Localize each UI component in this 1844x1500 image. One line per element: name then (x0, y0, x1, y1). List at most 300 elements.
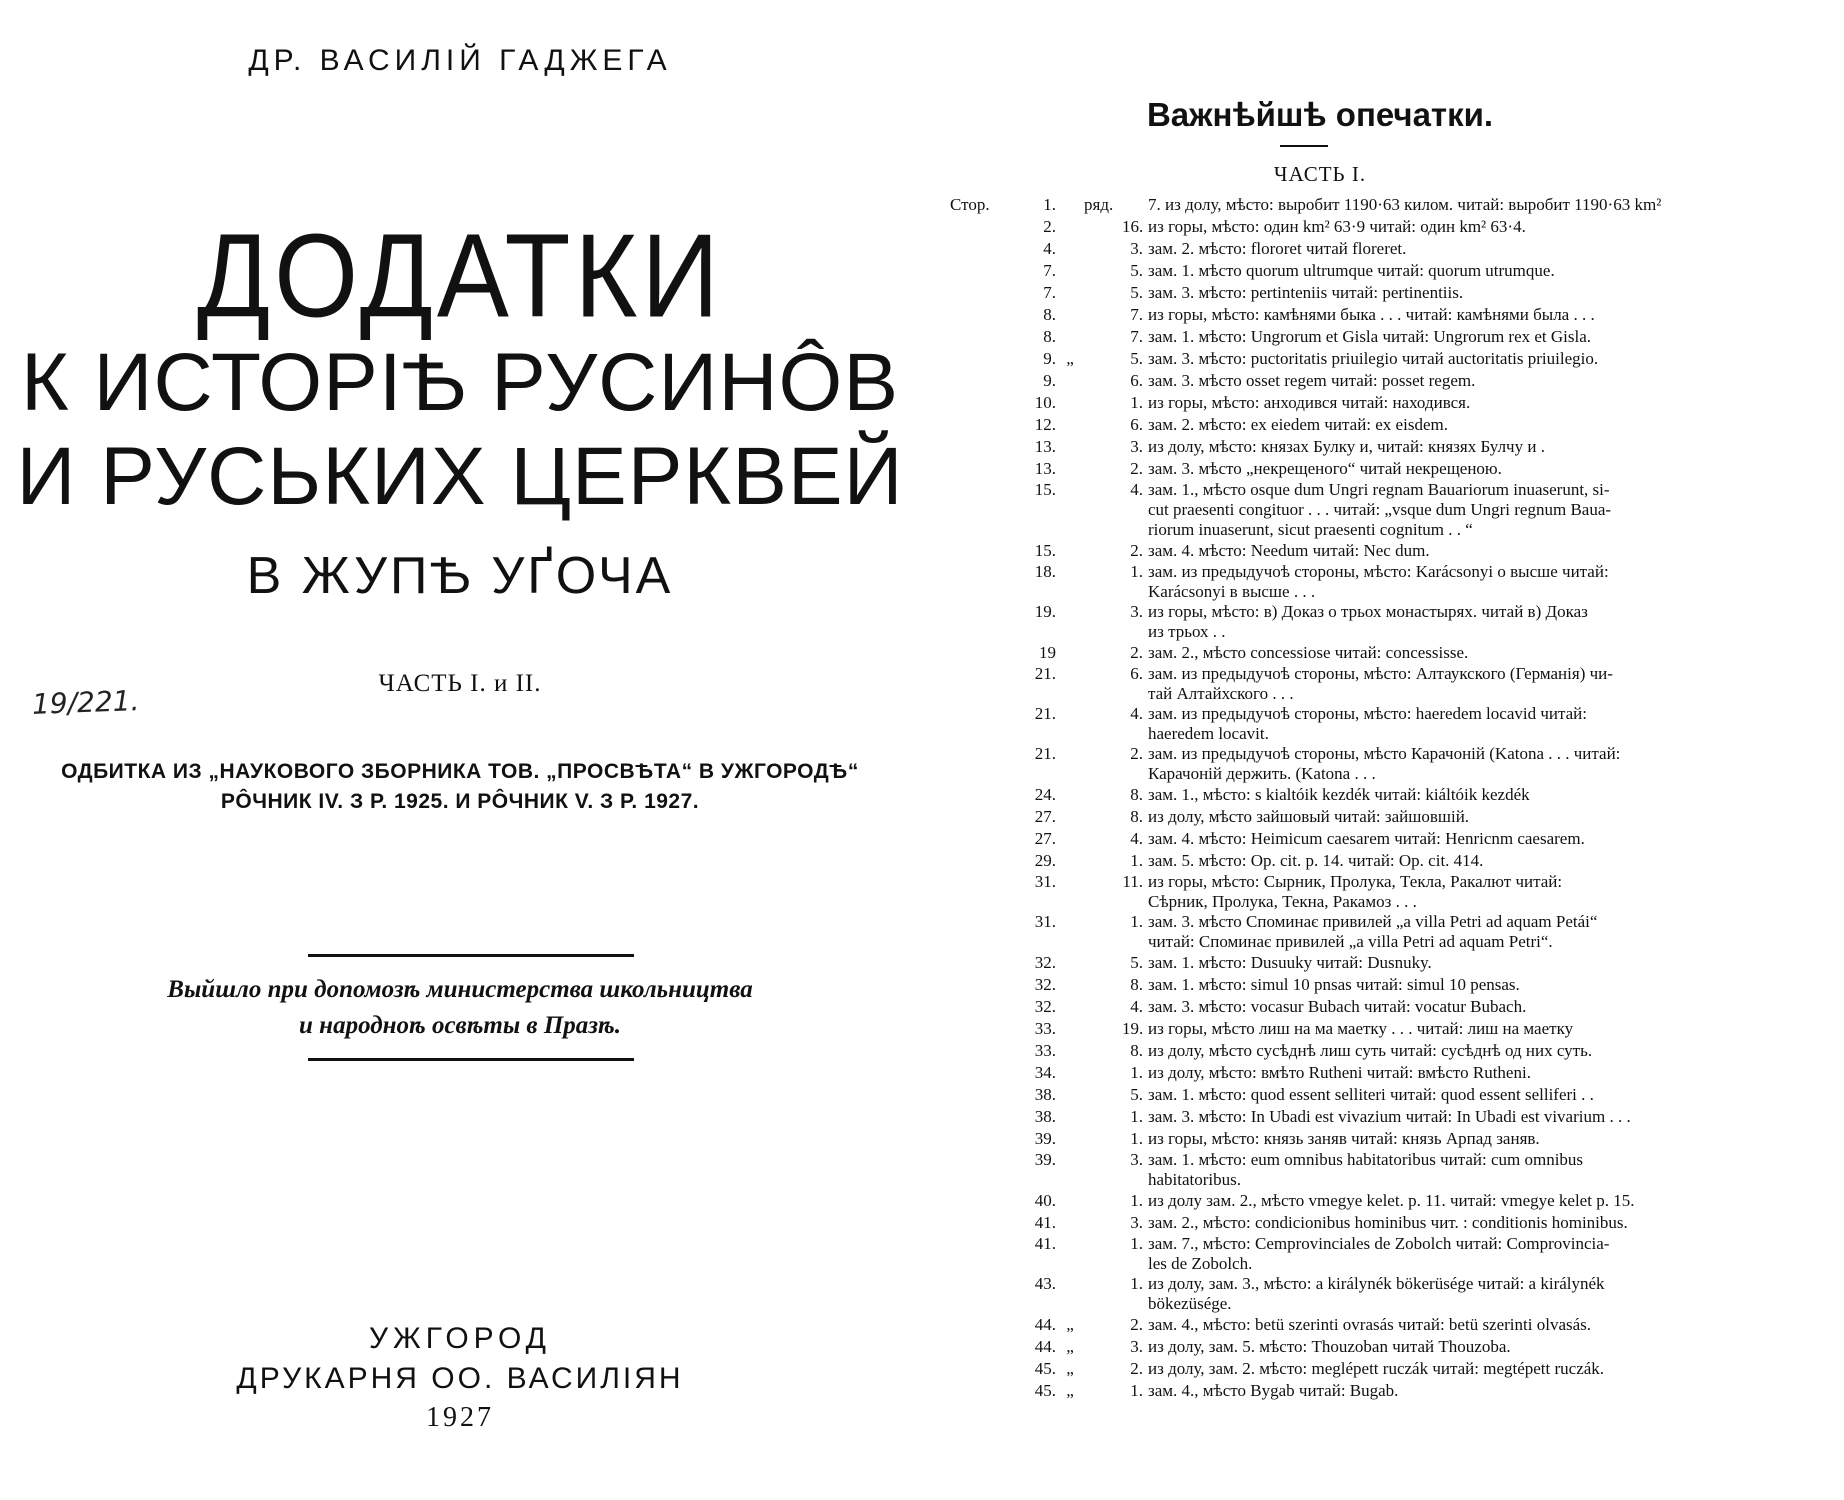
page-column-label (940, 1274, 1018, 1314)
line-number: 1. (1130, 1191, 1143, 1210)
ditto-mark (1056, 996, 1084, 1018)
page-column-label (940, 540, 1018, 562)
errata-entry (940, 1314, 1820, 1336)
page-column-label: Стор. (950, 195, 990, 214)
title-line-4: В ЖУПѢ УҐОЧА (246, 547, 674, 605)
errata-correction (1122, 704, 1820, 744)
page-column-label (940, 260, 1018, 282)
page-column-label (940, 912, 1018, 952)
errata-line (1122, 1234, 1820, 1254)
ditto-mark (1056, 602, 1084, 642)
line-number: 1. (1130, 1381, 1143, 1400)
errata-entry (940, 642, 1820, 664)
correction-text: cut praesenti congituor . . . читай: „vsque dum Ungri regnum Baua- (1148, 500, 1612, 519)
errata-entry (940, 480, 1820, 540)
correction-text: зам. 2. мѣсто: flororet читай floreret. (1148, 239, 1407, 258)
correction-text: зам. 4. мѣсто: Heimicum caesarem читай: Henricnm caesarem. (1148, 829, 1585, 848)
row-column-label (1084, 326, 1122, 348)
ditto-mark (1056, 370, 1084, 392)
row-column-label (1084, 414, 1122, 436)
offprint-line-1: ОДБИТКА ИЗ „НАУКОВОГО ЗБОРНИКА ТОВ. „ПРОСВѢТА“ В УЖГОРОДѢ“ (61, 760, 859, 783)
errata-correction (1122, 850, 1820, 872)
page-column-label (940, 282, 1018, 304)
correction-text: Karácsonyi в высше . . . (1148, 582, 1316, 601)
errata-correction (1122, 996, 1820, 1018)
correction-text: зам. 4., мѣсто Bygab читай: Bugab. (1148, 1381, 1399, 1400)
correction-text: зам. 4., мѣсто: betü szerinti ovrasás читай: betü szerinti olvasás. (1148, 1315, 1592, 1334)
correction-text: зам. 1., мѣсто osque dum Ungri regnam Bauariorum inuaserunt, si- (1148, 480, 1610, 499)
ditto-mark (1056, 704, 1084, 744)
errata-line (1122, 414, 1820, 436)
errata-entry (940, 1336, 1820, 1358)
errata-line (1122, 850, 1820, 872)
errata-line (1122, 1380, 1820, 1402)
offprint-line-2: РÔЧНИК IV. З Р. 1925. И РÔЧНИК V. З Р. 1927. (220, 790, 700, 813)
line-number: 8. (1130, 1041, 1143, 1060)
row-column-label (1084, 1106, 1122, 1128)
errata-page-number: 9. (1043, 349, 1056, 368)
errata-entry (940, 370, 1820, 392)
page-column-label (940, 828, 1018, 850)
ditto-mark (1056, 806, 1084, 828)
line-number: 1. (1130, 1234, 1143, 1253)
row-column-label (1084, 1062, 1122, 1084)
ditto-mark (1056, 1274, 1084, 1314)
line-number (1122, 764, 1148, 784)
row-column-label (1084, 664, 1122, 704)
errata-line (1122, 480, 1820, 500)
correction-text: из горы, мѣсто: камѣнями быка . . . читай: камѣнями была . . . (1148, 305, 1595, 324)
errata-page-number: 38. (1034, 1085, 1056, 1104)
errata-line (1122, 1062, 1820, 1084)
correction-text: из долу, мѣсто сусѣднѣ лиш суть читай: сусѣднѣ од них суть. (1148, 1041, 1593, 1060)
page-column-label (940, 216, 1018, 238)
errata-correction (1122, 1314, 1820, 1336)
line-number: 7. (1130, 327, 1143, 346)
errata-line (1122, 932, 1820, 952)
row-column-label (1084, 642, 1122, 664)
row-column-label (1084, 996, 1122, 1018)
row-column-label (1084, 562, 1122, 602)
row-column-label (1084, 1380, 1122, 1402)
ditto-mark (1056, 540, 1084, 562)
errata-line (1122, 1314, 1820, 1336)
correction-text: из долу, зам. 2. мѣсто: meglépett ruczák читай: megtépett ruczák. (1148, 1359, 1605, 1378)
errata-entry (940, 952, 1820, 974)
errata-line (1122, 500, 1820, 520)
errata-list (940, 194, 1820, 1402)
line-number: 6. (1130, 415, 1143, 434)
errata-entry (940, 1150, 1820, 1190)
errata-entry (940, 1212, 1820, 1234)
errata-page-number: 43. (1034, 1274, 1056, 1293)
page-column-label (940, 1358, 1018, 1380)
correction-text: из долу, мѣсто: князах Булку и, читай: князях Булчу и . (1148, 437, 1545, 456)
correction-text: зам. 3. мѣсто: vocasur Bubach читай: vocatur Bubach. (1148, 997, 1527, 1016)
errata-entry (940, 1274, 1820, 1314)
line-number: 2. (1130, 1315, 1143, 1334)
page-column-label (940, 664, 1018, 704)
errata-line (1122, 562, 1820, 582)
errata-correction (1122, 1128, 1820, 1150)
errata-correction (1122, 602, 1820, 642)
errata-line (1122, 1212, 1820, 1234)
ditto-mark (1056, 744, 1084, 784)
errata-line (1122, 724, 1820, 744)
errata-correction (1122, 952, 1820, 974)
correction-text: Карачоній держить. (Katona . . . (1148, 764, 1376, 783)
page-column-label (940, 1084, 1018, 1106)
errata-line (1122, 1084, 1820, 1106)
title-line-1: ДОДАТКИ (196, 208, 724, 342)
errata-correction (1122, 1084, 1820, 1106)
row-column-label: ряд. (1084, 195, 1114, 214)
line-number: 3. (1130, 437, 1143, 456)
line-number (1122, 520, 1148, 540)
line-number: 3. (1130, 1213, 1143, 1232)
errata-correction (1122, 1040, 1820, 1062)
errata-correction (1122, 392, 1820, 414)
ditto-mark (1056, 1062, 1084, 1084)
correction-text: haeredem locavit. (1148, 724, 1269, 743)
ditto-mark (1056, 1106, 1084, 1128)
correction-text: зам. 2., мѣсто concessiose читай: concessisse. (1148, 643, 1469, 662)
line-number: 3. (1130, 1150, 1143, 1169)
errata-correction (1122, 458, 1820, 480)
errata-correction (1122, 282, 1820, 304)
errata-line (1122, 996, 1820, 1018)
errata-line (1122, 828, 1820, 850)
correction-text: из долу, зам. 5. мѣсто: Thouzoban читай Thouzoba. (1148, 1337, 1511, 1356)
errata-correction (1122, 744, 1820, 784)
ditto-mark (1056, 1084, 1084, 1106)
line-number: 1. (1130, 851, 1143, 870)
errata-entry (940, 1084, 1820, 1106)
errata-page-number: 7. (1043, 261, 1056, 280)
errata-correction (1122, 238, 1820, 260)
line-number: 5. (1130, 953, 1143, 972)
errata-line (1122, 622, 1820, 642)
line-number: 4. (1130, 480, 1143, 499)
page-column-label (940, 642, 1018, 664)
errata-entry (940, 828, 1820, 850)
errata-page (940, 0, 1840, 1500)
errata-correction (1122, 1336, 1820, 1358)
errata-line (1122, 642, 1820, 664)
errata-page-number: 33. (1034, 1019, 1056, 1038)
errata-correction (1122, 1150, 1820, 1190)
correction-text: из горы, мѣсто: князь заняв читай: князь Арпад заняв. (1148, 1129, 1540, 1148)
errata-line (1122, 1128, 1820, 1150)
row-column-label (1084, 216, 1122, 238)
errata-line (1122, 602, 1820, 622)
errata-page-number: 41. (1034, 1234, 1056, 1253)
errata-line (1122, 1254, 1820, 1274)
page-column-label (940, 1190, 1018, 1212)
page-column-label (940, 1336, 1018, 1358)
page-column-label (940, 704, 1018, 744)
errata-line (1122, 304, 1820, 326)
errata-page-number: 24. (1034, 785, 1056, 804)
line-number: 8. (1130, 785, 1143, 804)
correction-text: из горы, мѣсто: один km² 63·9 читай: один km² 63·4. (1148, 217, 1526, 236)
ditto-mark (1056, 642, 1084, 664)
errata-correction (1122, 642, 1820, 664)
line-number: 1. (1130, 393, 1143, 412)
imprint-printer: ДРУКАРНЯ ОО. ВАСИЛІЯН (236, 1362, 684, 1395)
correction-text: зам. 3. мѣсто Споминає привилей „a villa Petri ad aquam Petái“ (1148, 912, 1598, 931)
ditto-mark (1056, 282, 1084, 304)
correction-text: зам. из предыдучоѣ стороны, мѣсто: haeredem locavid читай: (1148, 704, 1587, 723)
line-number: 2. (1130, 744, 1143, 763)
errata-entry (940, 1380, 1820, 1402)
ditto-mark (1056, 260, 1084, 282)
line-number: 4. (1130, 829, 1143, 848)
errata-page-number: 27. (1034, 807, 1056, 826)
line-number: 3. (1130, 602, 1143, 621)
errata-page-number: 8. (1043, 327, 1056, 346)
correction-text: зам. 3. мѣсто: pertinteniis читай: pertinentiis. (1148, 283, 1464, 302)
ditto-mark (1056, 664, 1084, 704)
errata-line (1122, 1018, 1820, 1040)
correction-text: зам. из предыдучоѣ стороны, мѣсто: Karácsonyi о высше читай: (1148, 562, 1609, 581)
page-column-label (940, 1314, 1018, 1336)
correction-text: из горы, мѣсто: в) Доказ о трьох монастырях. читай в) Доказ (1148, 602, 1588, 621)
row-column-label (1084, 828, 1122, 850)
errata-entry (940, 194, 1820, 216)
line-number: 6. (1130, 371, 1143, 390)
errata-correction (1122, 348, 1820, 370)
page-column-label (940, 436, 1018, 458)
errata-entry (940, 458, 1820, 480)
ditto-mark: „ (1066, 349, 1074, 368)
line-number (1122, 932, 1148, 952)
correction-text: зам. 2., мѣсто: condicionibus hominibus чит. : conditionis hominibus. (1148, 1213, 1628, 1232)
errata-entry (940, 872, 1820, 912)
page-column-label (940, 370, 1018, 392)
line-number: 2. (1130, 1359, 1143, 1378)
errata-correction (1122, 806, 1820, 828)
correction-text: из горы, мѣсто лиш на ма маетку . . . читай: лиш на маетку (1148, 1019, 1574, 1038)
errata-line (1122, 1274, 1820, 1294)
errata-page-number: 41. (1034, 1213, 1056, 1232)
errata-line (1122, 436, 1820, 458)
errata-line (1122, 392, 1820, 414)
correction-text: зам. 3. мѣсто osset regem читай: posset regem. (1148, 371, 1476, 390)
imprint-year: 1927 (426, 1402, 494, 1433)
line-number: 19. (1122, 1019, 1144, 1038)
correction-text: из горы, мѣсто: Сырник, Пролука, Текла, Ракалют читай: (1148, 872, 1563, 891)
handwritten-number: 19/221. (31, 684, 140, 721)
row-column-label (1084, 304, 1122, 326)
ditto-mark (1056, 974, 1084, 996)
errata-line (1122, 872, 1820, 892)
correction-text: les de Zobolch. (1148, 1254, 1253, 1273)
errata-entry (940, 1018, 1820, 1040)
line-number (1122, 1294, 1148, 1314)
correction-text: из горы, мѣсто: анходився читай: находився. (1148, 393, 1471, 412)
correction-text: зам. 1. мѣсто: Dusuuky читай: Dusnuky. (1148, 953, 1432, 972)
line-number: 1. (1130, 1274, 1143, 1293)
line-number (1122, 892, 1148, 912)
page-column-label (940, 1106, 1018, 1128)
correction-text: зам. из предыдучоѣ стороны, мѣсто Карачоній (Katona . . . читай: (1148, 744, 1621, 763)
line-number: 2. (1130, 643, 1143, 662)
errata-entry (940, 1040, 1820, 1062)
errata-correction (1122, 1018, 1820, 1040)
errata-line (1122, 520, 1820, 540)
errata-correction (1122, 1212, 1820, 1234)
ditto-mark (1056, 1150, 1084, 1190)
errata-entry (940, 304, 1820, 326)
page-column-label (940, 1062, 1018, 1084)
errata-correction (1122, 370, 1820, 392)
row-column-label (1084, 1336, 1122, 1358)
row-column-label (1084, 912, 1122, 952)
ditto-mark (1056, 872, 1084, 912)
row-column-label (1084, 1128, 1122, 1150)
ditto-mark (1056, 194, 1084, 216)
ditto-mark (1056, 1212, 1084, 1234)
row-column-label (1084, 1234, 1122, 1274)
row-column-label (1084, 704, 1122, 744)
errata-page-number: 21. (1034, 704, 1056, 723)
correction-text: bökezüsége. (1148, 1294, 1232, 1313)
page-column-label (940, 304, 1018, 326)
line-number: 16. (1122, 217, 1144, 236)
errata-page-number: 38. (1034, 1107, 1056, 1126)
ditto-mark (1056, 480, 1084, 540)
ditto-mark (1056, 216, 1084, 238)
support-line-1: Выйшло при допомозѣ министерства школьництва (167, 976, 753, 1003)
errata-correction (1122, 1274, 1820, 1314)
page-column-label (940, 952, 1018, 974)
row-column-label (1084, 348, 1122, 370)
errata-page-number: 15. (1034, 541, 1056, 560)
ditto-mark (1056, 326, 1084, 348)
errata-entry (940, 996, 1820, 1018)
errata-page-number: 44. (1034, 1315, 1056, 1334)
errata-entry (940, 238, 1820, 260)
errata-line (1122, 216, 1820, 238)
page-column-label (940, 806, 1018, 828)
errata-line (1122, 764, 1820, 784)
page-column-label (940, 480, 1018, 540)
errata-line (1122, 326, 1820, 348)
correction-text: зам. 3. мѣсто „некрещеного“ читай некрещеною. (1148, 459, 1502, 478)
errata-part-heading: ЧАСТЬ I. (1273, 162, 1367, 186)
errata-page-number: 32. (1034, 953, 1056, 972)
errata-entry (940, 1062, 1820, 1084)
page-column-label (940, 850, 1018, 872)
row-column-label (1084, 238, 1122, 260)
correction-text: зам. 5. мѣсто: Op. cit. p. 14. читай: Op. cit. 414. (1148, 851, 1484, 870)
correction-text: habitatoribus. (1148, 1170, 1242, 1189)
errata-page-number: 45. (1034, 1359, 1056, 1378)
errata-entry (940, 392, 1820, 414)
ditto-mark (1056, 784, 1084, 806)
errata-correction (1122, 1380, 1820, 1402)
errata-correction (1122, 912, 1820, 952)
errata-page-number: 12. (1034, 415, 1056, 434)
errata-line (1122, 684, 1820, 704)
correction-text: зам. 1. мѣсто: eum omnibus habitatoribus читай: cum omnibus (1148, 1150, 1584, 1169)
row-column-label (1084, 602, 1122, 642)
errata-page-number: 33. (1034, 1041, 1056, 1060)
page-column-label (940, 602, 1018, 642)
errata-line (1122, 458, 1820, 480)
row-column-label (1084, 1190, 1122, 1212)
errata-page-number: 4. (1043, 239, 1056, 258)
errata-correction (1122, 436, 1820, 458)
errata-page-number: 19. (1034, 602, 1056, 621)
row-column-label (1084, 1274, 1122, 1314)
correction-text: зам. 3. мѣсто: In Ubadi est vivazium читай: In Ubadi est vivarium . . . (1148, 1107, 1631, 1126)
errata-page-number: 18. (1034, 562, 1056, 581)
line-number: 5. (1130, 349, 1143, 368)
row-column-label (1084, 744, 1122, 784)
errata-entry (940, 1190, 1820, 1212)
errata-page-number: 39. (1034, 1129, 1056, 1148)
errata-line (1122, 194, 1820, 216)
errata-line (1122, 1170, 1820, 1190)
errata-line (1122, 1358, 1820, 1380)
line-number: 1. (1130, 912, 1143, 931)
line-number: 1. (1130, 1063, 1143, 1082)
errata-entry (940, 806, 1820, 828)
page-column-label (940, 238, 1018, 260)
author-name: ДР. ВАСИЛІЙ ГАДЖЕГА (248, 44, 672, 77)
row-column-label (1084, 784, 1122, 806)
errata-correction (1122, 1190, 1820, 1212)
ditto-mark (1056, 1040, 1084, 1062)
correction-text: riorum inuaserunt, sicut praesenti cognitum . . “ (1148, 520, 1473, 539)
errata-page-number: 44. (1034, 1337, 1056, 1356)
errata-correction (1122, 1358, 1820, 1380)
errata-page-number: 13. (1034, 437, 1056, 456)
errata-line (1122, 260, 1820, 282)
errata-entry (940, 744, 1820, 784)
title-line-2: К ИСТОРІѢ РУСИНÔВ (20, 337, 900, 428)
errata-entry (940, 850, 1820, 872)
row-column-label (1084, 282, 1122, 304)
row-column-label (1084, 974, 1122, 996)
line-number (1122, 622, 1148, 642)
correction-text: зам. 1., мѣсто: s kialtóik kezdék читай: kiáltóik kezdék (1148, 785, 1530, 804)
errata-correction (1122, 540, 1820, 562)
errata-correction (1122, 1106, 1820, 1128)
errata-page-number: 40. (1034, 1191, 1056, 1210)
line-number: 1. (1130, 1107, 1143, 1126)
line-number: 5. (1130, 283, 1143, 302)
errata-correction (1122, 216, 1820, 238)
title-line-3: И РУСЬКИХ ЦЕРКВЕЙ (16, 431, 904, 522)
errata-line (1122, 1106, 1820, 1128)
errata-page-number: 15. (1034, 480, 1056, 499)
errata-page-number: 13. (1034, 459, 1056, 478)
ditto-mark (1056, 392, 1084, 414)
errata-entry (940, 1358, 1820, 1380)
row-column-label (1084, 370, 1122, 392)
page-column-label (940, 974, 1018, 996)
correction-text: зам. 1. мѣсто: Ungrorum et Gisla читай: Ungrorum rex et Gisla. (1148, 327, 1592, 346)
errata-line (1122, 1190, 1820, 1212)
row-column-label (1084, 1314, 1122, 1336)
correction-text: зам. 1. мѣсто quorum ultrumque читай: quorum utrumque. (1148, 261, 1555, 280)
errata-entry (940, 1128, 1820, 1150)
row-column-label (1084, 480, 1122, 540)
line-number: 4. (1130, 704, 1143, 723)
